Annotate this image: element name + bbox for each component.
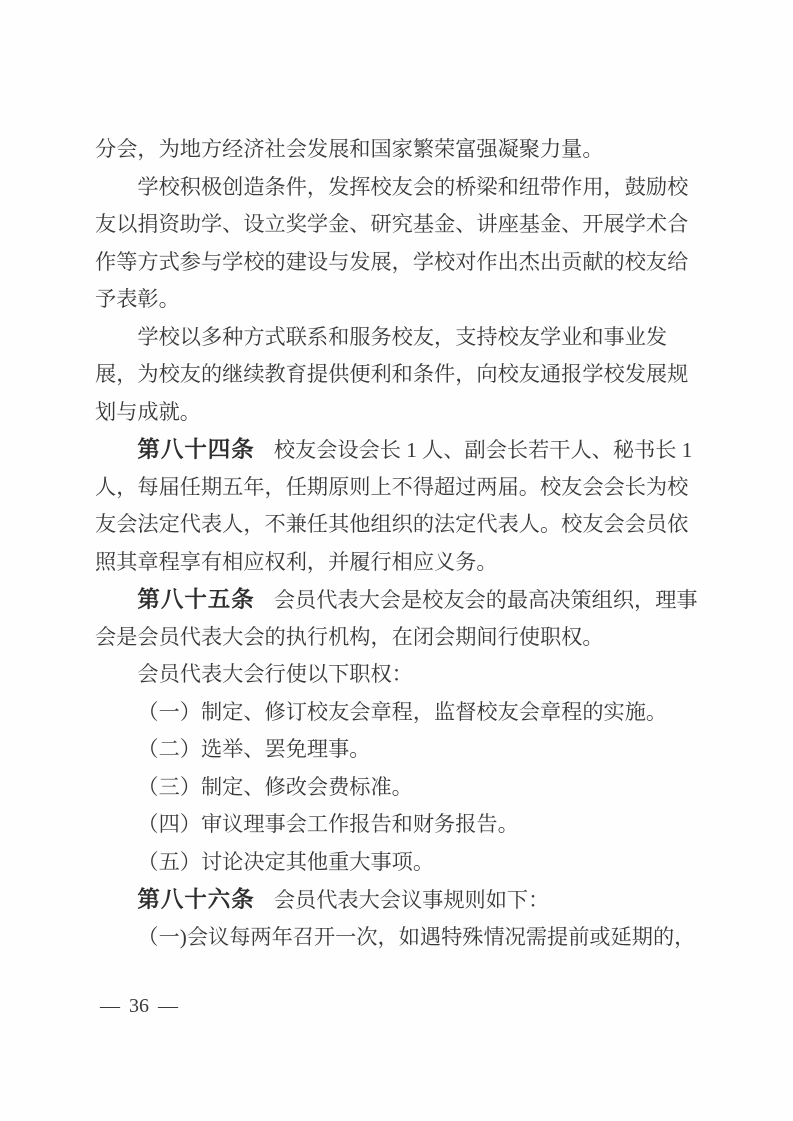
powers-item-1: （一）制定、修订校友会章程，监督校友会章程的实施。 — [137, 699, 668, 724]
article-86-text: 会员代表大会议事规则如下： — [273, 888, 550, 912]
text-line-continuation: 分会，为地方经济社会发展和国家繁荣富强凝聚力量。 — [95, 137, 604, 161]
paragraph-alumni-service-line: 划与成就。 — [95, 399, 201, 424]
article-84-line: 人，每届任期五年，任期原则上不得超过两届。校友会会长为校 — [95, 474, 689, 499]
article-84-line — [95, 431, 691, 469]
article-84-line: 照其章程享有相应权利，并履行相应义务。 — [95, 549, 498, 574]
document-body — [95, 131, 698, 956]
footer-left-dash: — — [100, 995, 120, 1017]
article-86-line — [95, 881, 691, 919]
powers-item-5: （五）讨论决定其他重大事项。 — [137, 849, 435, 874]
powers-intro-line: 会员代表大会行使以下职权： — [137, 662, 413, 686]
article-84-number: 第八十四条 — [137, 437, 255, 462]
article-86-number: 第八十六条 — [137, 887, 255, 912]
article-84-text: 校友会设会长 1 人、副会长若干人、秘书长 1 — [273, 438, 693, 462]
page-number: 36 — [129, 995, 149, 1017]
article-85-number: 第八十五条 — [137, 587, 255, 612]
article-85-line — [95, 581, 698, 619]
article-85-line: 会是会员代表大会的执行机构，在闭会期间行使职权。 — [95, 624, 604, 649]
paragraph-school-support-line: 作等方式参与学校的建设与发展，学校对作出杰出贡献的校友给 — [95, 249, 689, 274]
rules-item-1: （一)会议每两年召开一次，如遇特殊情况需提前或延期的， — [137, 924, 696, 949]
paragraph-school-support-line: 予表彰。 — [95, 287, 180, 311]
page-footer — [100, 995, 178, 1018]
paragraph-alumni-service-line: 展，为校友的继续教育提供便利和条件，向校友通报学校发展规 — [95, 362, 689, 386]
footer-right-dash: — — [158, 995, 178, 1017]
paragraph-school-support-line: 友以捐资助学、设立奖学金、研究基金、讲座基金、开展学术合 — [95, 212, 689, 236]
powers-item-2: （二）选举、罢免理事。 — [137, 737, 371, 761]
paragraph-alumni-service-line: 学校以多种方式联系和服务校友，支持校友学业和事业发 — [137, 324, 668, 349]
article-85-text: 会员代表大会是校友会的最高决策组织，理事 — [273, 588, 698, 612]
paragraph-school-support-line: 学校积极创造条件，发挥校友会的桥梁和纽带作用，鼓励校 — [137, 174, 689, 199]
powers-item-3: （三）制定、修改会费标准。 — [137, 774, 413, 799]
powers-item-4: （四）审议理事会工作报告和财务报告。 — [137, 812, 519, 836]
article-84-line: 友会法定代表人，不兼任其他组织的法定代表人。校友会会员依 — [95, 512, 689, 536]
